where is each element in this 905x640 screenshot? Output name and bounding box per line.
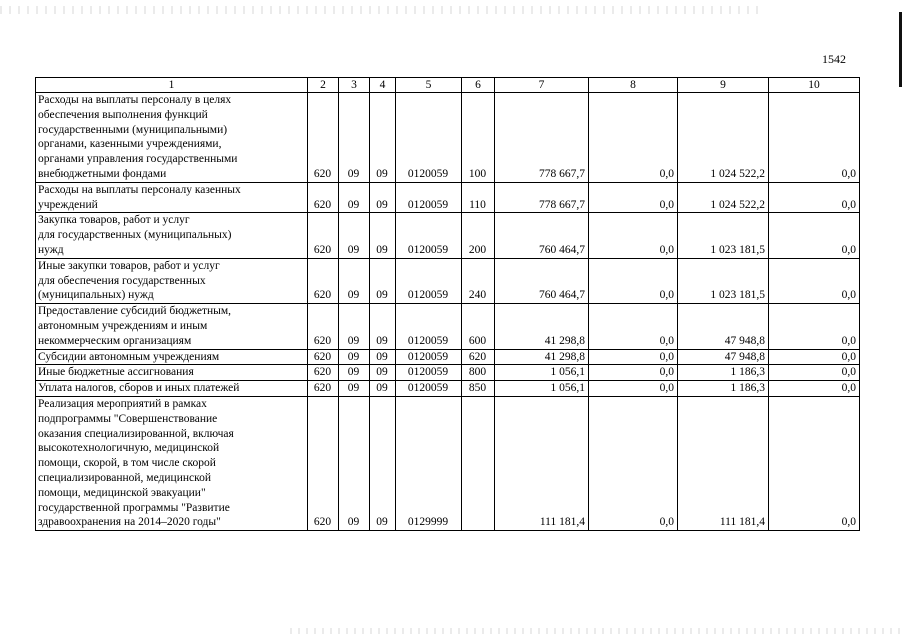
column-number: 3 bbox=[339, 78, 370, 93]
description-line: оказания специализированной, включая bbox=[38, 427, 234, 440]
subsection-code-cell: 09 bbox=[370, 349, 396, 365]
section-code-cell: 09 bbox=[339, 365, 370, 381]
amount-cell: 0,0 bbox=[769, 93, 860, 183]
subsection-code-cell: 09 bbox=[370, 396, 396, 530]
amount-cell: 760 464,7 bbox=[495, 258, 589, 303]
section-code-cell: 09 bbox=[339, 182, 370, 213]
amount-cell: 41 298,8 bbox=[495, 349, 589, 365]
subsection-code-cell: 09 bbox=[370, 93, 396, 183]
amount-cell: 1 023 181,5 bbox=[678, 258, 769, 303]
description-line: помощи, медицинской эвакуации" bbox=[38, 486, 206, 499]
amount-cell: 1 024 522,2 bbox=[678, 93, 769, 183]
description-line: высокотехнологичную, медицинской bbox=[38, 442, 220, 455]
amount-cell: 778 667,7 bbox=[495, 93, 589, 183]
subsection-code-cell: 09 bbox=[370, 304, 396, 349]
amount-cell: 0,0 bbox=[769, 381, 860, 397]
target-article-cell: 0120059 bbox=[396, 213, 462, 258]
expense-type-cell: 100 bbox=[462, 93, 495, 183]
department-code-cell: 620 bbox=[308, 349, 339, 365]
amount-cell: 47 948,8 bbox=[678, 304, 769, 349]
amount-cell: 0,0 bbox=[589, 93, 678, 183]
target-article-cell: 0129999 bbox=[396, 396, 462, 530]
description-line: органами управления государственными bbox=[38, 153, 238, 166]
amount-cell: 47 948,8 bbox=[678, 349, 769, 365]
column-number: 2 bbox=[308, 78, 339, 93]
description-line: Расходы на выплаты персоналу в целях bbox=[38, 94, 232, 106]
expense-description-cell bbox=[36, 304, 308, 349]
amount-cell: 778 667,7 bbox=[495, 182, 589, 213]
section-code-cell: 09 bbox=[339, 349, 370, 365]
table-row bbox=[36, 396, 860, 530]
section-code-cell: 09 bbox=[339, 304, 370, 349]
expense-description-cell bbox=[36, 258, 308, 303]
description-line: государственной программы "Развитие bbox=[38, 501, 230, 514]
page-edge-mark bbox=[899, 12, 902, 87]
description-line: Предоставление субсидий бюджетным, bbox=[38, 305, 232, 318]
target-article-cell: 0120059 bbox=[396, 304, 462, 349]
expense-type-cell: 600 bbox=[462, 304, 495, 349]
amount-cell: 1 024 522,2 bbox=[678, 182, 769, 213]
amount-cell: 0,0 bbox=[589, 365, 678, 381]
column-number: 10 bbox=[769, 78, 860, 93]
description-line: некоммерческим организациям bbox=[38, 334, 192, 347]
description-line: автономным учреждениям и иным bbox=[38, 319, 208, 332]
column-number: 8 bbox=[589, 78, 678, 93]
amount-cell: 111 181,4 bbox=[678, 396, 769, 530]
amount-cell: 0,0 bbox=[589, 381, 678, 397]
column-number: 5 bbox=[396, 78, 462, 93]
column-number: 4 bbox=[370, 78, 396, 93]
amount-cell: 1 056,1 bbox=[495, 381, 589, 397]
expense-description-cell bbox=[36, 365, 308, 381]
target-article-cell: 0120059 bbox=[396, 349, 462, 365]
department-code-cell: 620 bbox=[308, 182, 339, 213]
scan-noise-top bbox=[0, 6, 760, 14]
target-article-cell: 0120059 bbox=[396, 93, 462, 183]
table-row bbox=[36, 258, 860, 303]
section-code-cell: 09 bbox=[339, 213, 370, 258]
table-row bbox=[36, 304, 860, 349]
column-number: 9 bbox=[678, 78, 769, 93]
table-row bbox=[36, 365, 860, 381]
target-article-cell: 0120059 bbox=[396, 182, 462, 213]
expense-type-cell: 850 bbox=[462, 381, 495, 397]
department-code-cell: 620 bbox=[308, 304, 339, 349]
department-code-cell: 620 bbox=[308, 258, 339, 303]
section-code-cell: 09 bbox=[339, 396, 370, 530]
expense-type-cell: 110 bbox=[462, 182, 495, 213]
description-line: обеспечения выполнения функций bbox=[38, 108, 208, 121]
description-line: (муниципальных) нужд bbox=[38, 289, 154, 302]
description-line: Субсидии автономным учреждениям bbox=[38, 350, 220, 363]
description-line: органами, казенными учреждениями, bbox=[38, 138, 222, 151]
description-line: здравоохранения на 2014–2020 годы" bbox=[38, 516, 221, 529]
column-number: 1 bbox=[36, 78, 308, 93]
amount-cell: 1 186,3 bbox=[678, 365, 769, 381]
department-code-cell: 620 bbox=[308, 381, 339, 397]
amount-cell: 0,0 bbox=[769, 365, 860, 381]
description-line: для государственных (муниципальных) bbox=[38, 229, 232, 242]
table-row bbox=[36, 381, 860, 397]
subsection-code-cell: 09 bbox=[370, 381, 396, 397]
expense-type-cell: 240 bbox=[462, 258, 495, 303]
amount-cell: 0,0 bbox=[589, 396, 678, 530]
expense-type-cell bbox=[462, 396, 495, 530]
amount-cell: 0,0 bbox=[769, 349, 860, 365]
amount-cell: 0,0 bbox=[769, 304, 860, 349]
subsection-code-cell: 09 bbox=[370, 258, 396, 303]
description-line: государственными (муниципальными) bbox=[38, 123, 228, 136]
section-code-cell: 09 bbox=[339, 93, 370, 183]
description-line: Иные бюджетные ассигнования bbox=[38, 366, 194, 379]
expense-description-cell bbox=[36, 349, 308, 365]
expense-type-cell: 800 bbox=[462, 365, 495, 381]
column-number: 6 bbox=[462, 78, 495, 93]
expense-description-cell bbox=[36, 213, 308, 258]
description-line: нужд bbox=[38, 243, 64, 256]
scan-noise-bottom bbox=[290, 628, 900, 634]
description-line: Иные закупки товаров, работ и услуг bbox=[38, 259, 220, 272]
expense-description-cell bbox=[36, 381, 308, 397]
description-line: внебюджетными фондами bbox=[38, 167, 167, 180]
target-article-cell: 0120059 bbox=[396, 381, 462, 397]
department-code-cell: 620 bbox=[308, 396, 339, 530]
amount-cell: 0,0 bbox=[769, 258, 860, 303]
table-row bbox=[36, 93, 860, 183]
table-row bbox=[36, 182, 860, 213]
description-line: учреждений bbox=[38, 198, 98, 211]
department-code-cell: 620 bbox=[308, 93, 339, 183]
subsection-code-cell: 09 bbox=[370, 182, 396, 213]
subsection-code-cell: 09 bbox=[370, 213, 396, 258]
expense-type-cell: 200 bbox=[462, 213, 495, 258]
amount-cell: 0,0 bbox=[769, 396, 860, 530]
amount-cell: 0,0 bbox=[769, 182, 860, 213]
expense-description-cell bbox=[36, 93, 308, 183]
subsection-code-cell: 09 bbox=[370, 365, 396, 381]
amount-cell: 760 464,7 bbox=[495, 213, 589, 258]
section-code-cell: 09 bbox=[339, 258, 370, 303]
amount-cell: 1 056,1 bbox=[495, 365, 589, 381]
amount-cell: 1 023 181,5 bbox=[678, 213, 769, 258]
table-row bbox=[36, 349, 860, 365]
expense-type-cell: 620 bbox=[462, 349, 495, 365]
description-line: для обеспечения государственных bbox=[38, 274, 206, 287]
expense-description-cell bbox=[36, 396, 308, 530]
table-row bbox=[36, 213, 860, 258]
expense-description-cell bbox=[36, 182, 308, 213]
target-article-cell: 0120059 bbox=[396, 365, 462, 381]
amount-cell: 1 186,3 bbox=[678, 381, 769, 397]
amount-cell: 0,0 bbox=[769, 213, 860, 258]
amount-cell: 0,0 bbox=[589, 182, 678, 213]
description-line: помощи, скорой, в том числе скорой bbox=[38, 457, 216, 470]
table-body bbox=[36, 93, 860, 531]
description-line: Уплата налогов, сборов и иных платежей bbox=[38, 382, 240, 395]
department-code-cell: 620 bbox=[308, 365, 339, 381]
amount-cell: 0,0 bbox=[589, 213, 678, 258]
page-number: 1542 bbox=[822, 52, 846, 66]
column-number-row bbox=[36, 78, 860, 93]
section-code-cell: 09 bbox=[339, 381, 370, 397]
target-article-cell: 0120059 bbox=[396, 258, 462, 303]
description-line: специализированной, медицинской bbox=[38, 471, 212, 484]
amount-cell: 0,0 bbox=[589, 304, 678, 349]
description-line: Закупка товаров, работ и услуг bbox=[38, 214, 190, 227]
amount-cell: 0,0 bbox=[589, 258, 678, 303]
budget-table bbox=[35, 77, 860, 531]
column-number: 7 bbox=[495, 78, 589, 93]
amount-cell: 41 298,8 bbox=[495, 304, 589, 349]
description-line: подпрограммы "Совершенствование bbox=[38, 412, 218, 425]
amount-cell: 0,0 bbox=[589, 349, 678, 365]
amount-cell: 111 181,4 bbox=[495, 396, 589, 530]
description-line: Расходы на выплаты персоналу казенных bbox=[38, 183, 241, 196]
description-line: Реализация мероприятий в рамках bbox=[38, 397, 207, 410]
department-code-cell: 620 bbox=[308, 213, 339, 258]
